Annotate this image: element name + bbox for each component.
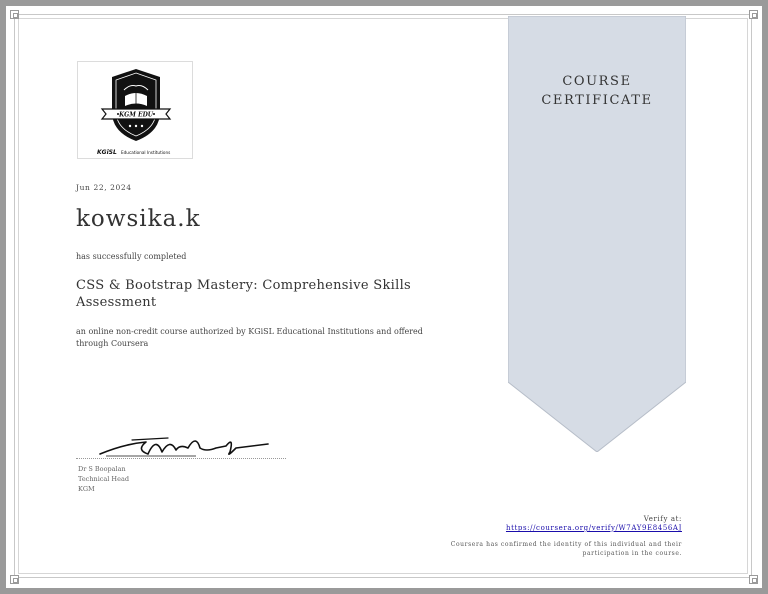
certificate-header [508, 72, 686, 110]
logo-banner-text: KGM EDU [118, 111, 154, 119]
signer-title: Technical Head [78, 475, 129, 483]
signer-name: Dr S Boopalan [78, 465, 126, 473]
identity-confirmation: Coursera has confirmed the identity of this individual and their participation in the course. [450, 541, 682, 557]
header-line-course: COURSE [562, 74, 632, 89]
signer-org: KGM [78, 485, 95, 493]
certificate-page [6, 6, 762, 588]
course-title: CSS & Bootstrap Mastery: Comprehensive Skills Assessment [76, 278, 412, 310]
corner-ornament-bottom-left [10, 575, 19, 584]
logo-brand-text: KGiSL [97, 149, 117, 156]
header-line-certificate: CERTIFICATE [541, 93, 653, 108]
signature-line [76, 458, 286, 459]
verify-link[interactable]: https://coursera.org/verify/W7AY9E8456AJ [505, 524, 682, 532]
kgm-edu-crest-icon [78, 62, 194, 160]
corner-ornament-bottom-right [749, 575, 758, 584]
corner-ornament-top-left [10, 10, 19, 19]
issue-date: Jun 22, 2024 [76, 183, 132, 192]
verification-block [506, 515, 682, 533]
verify-label: Verify at: [643, 515, 682, 523]
corner-ornament-top-right [749, 10, 758, 19]
signature-image [76, 426, 286, 460]
completed-text: has successfully completed [76, 252, 187, 261]
institution-logo [77, 61, 193, 159]
logo-tagline-text: Educational Institutions [121, 150, 171, 155]
recipient-name: kowsika.k [76, 206, 201, 232]
signer-info [78, 464, 129, 494]
course-description: an online non-credit course authorized by KGiSL Educational Institutions and offered through Coursera [76, 327, 423, 348]
